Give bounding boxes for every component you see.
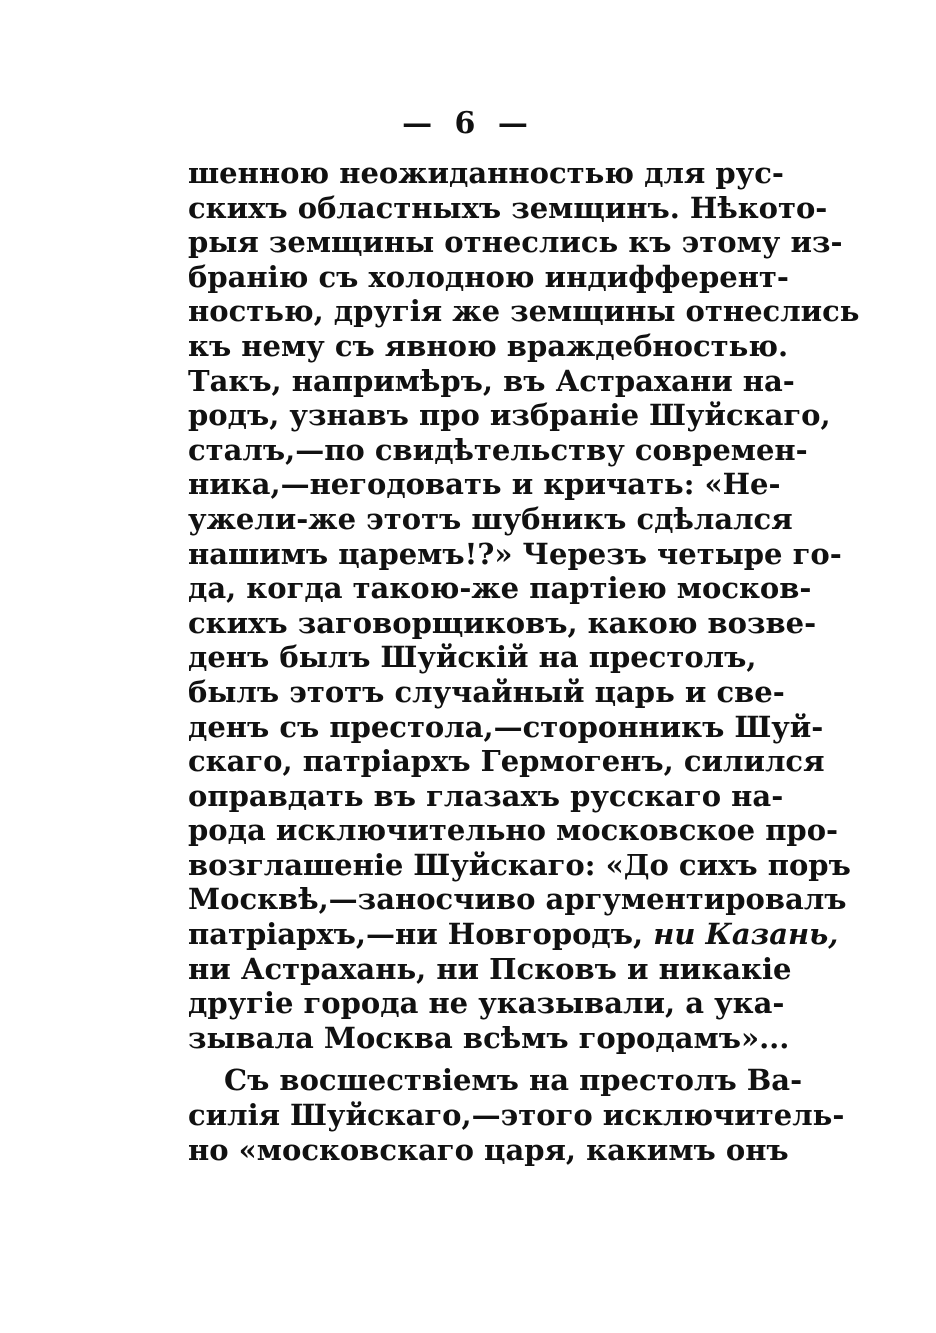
text-line: рода исключительно московское про- — [188, 813, 839, 848]
text-line: скихъ заговорщиковъ, какою возве- — [188, 605, 817, 640]
text-line: ни Астрахань, ни Псковъ и никакіе — [188, 951, 792, 986]
text-line: ностью, другія же земщины отнеслись — [188, 294, 860, 329]
text-line: денъ съ престола,—сторонникъ Шуй- — [188, 709, 824, 744]
text-line: ужели-же этотъ шубникъ сдѣлался — [188, 501, 793, 536]
text-line: къ нему съ явною враждебностью. — [188, 328, 789, 363]
text-line: бранію съ холодною индифферент- — [188, 259, 789, 294]
text-line: родъ, узнавъ про избраніе Шуйскаго, — [188, 398, 831, 433]
text-line: другіе города не указывали, а ука- — [188, 986, 785, 1021]
text-line: Съ восшествіемъ на престолъ Ва- — [224, 1063, 803, 1098]
text-line: Такъ, напримѣръ, въ Астрахани на- — [188, 363, 795, 398]
paragraph-gap — [188, 1055, 750, 1063]
text-line: скаго, патріархъ Гермогенъ, силился — [188, 744, 825, 779]
text-line: рыя земщины отнеслись къ этому из- — [188, 225, 843, 260]
text-line: ника,—негодовать и кричать: «Не- — [188, 467, 781, 502]
text-line: да, когда такою-же партіею москов- — [188, 571, 812, 606]
paragraph-1 — [188, 156, 860, 1055]
text-line: скихъ областныхъ земщинъ. Нѣкото- — [188, 190, 828, 225]
text-line: сталъ,—по свидѣтельству современ- — [188, 432, 808, 467]
body-text — [188, 156, 860, 1167]
paragraph-2 — [188, 1063, 845, 1167]
page-number: — 6 — — [402, 106, 534, 141]
text-line: Москвѣ,—заносчиво аргументировалъ — [188, 882, 847, 917]
italic-text-segment: ни Казань, — [653, 917, 839, 952]
text-line: оправдать въ глазахъ русскаго на- — [188, 778, 784, 813]
text-line: зывала Москва всѣмъ городамъ»... — [188, 1020, 790, 1055]
text-line: денъ былъ Шуйскій на престолъ, — [188, 640, 757, 675]
text-line: возглашеніе Шуйскаго: «До сихъ поръ — [188, 847, 851, 882]
text-line: былъ этотъ случайный царь и све- — [188, 674, 785, 709]
text-segment: патріархъ,—ни Новгородъ, — [188, 917, 644, 952]
text-line: нашимъ царемъ!?» Черезъ четыре го- — [188, 536, 842, 571]
text-line-with-italic — [188, 917, 839, 952]
text-line: силія Шуйскаго,—этого исключитель- — [188, 1098, 845, 1133]
text-line: шенною неожиданностью для рус- — [188, 156, 784, 190]
text-line: но «московскаго царя, какимъ онъ — [188, 1132, 789, 1167]
